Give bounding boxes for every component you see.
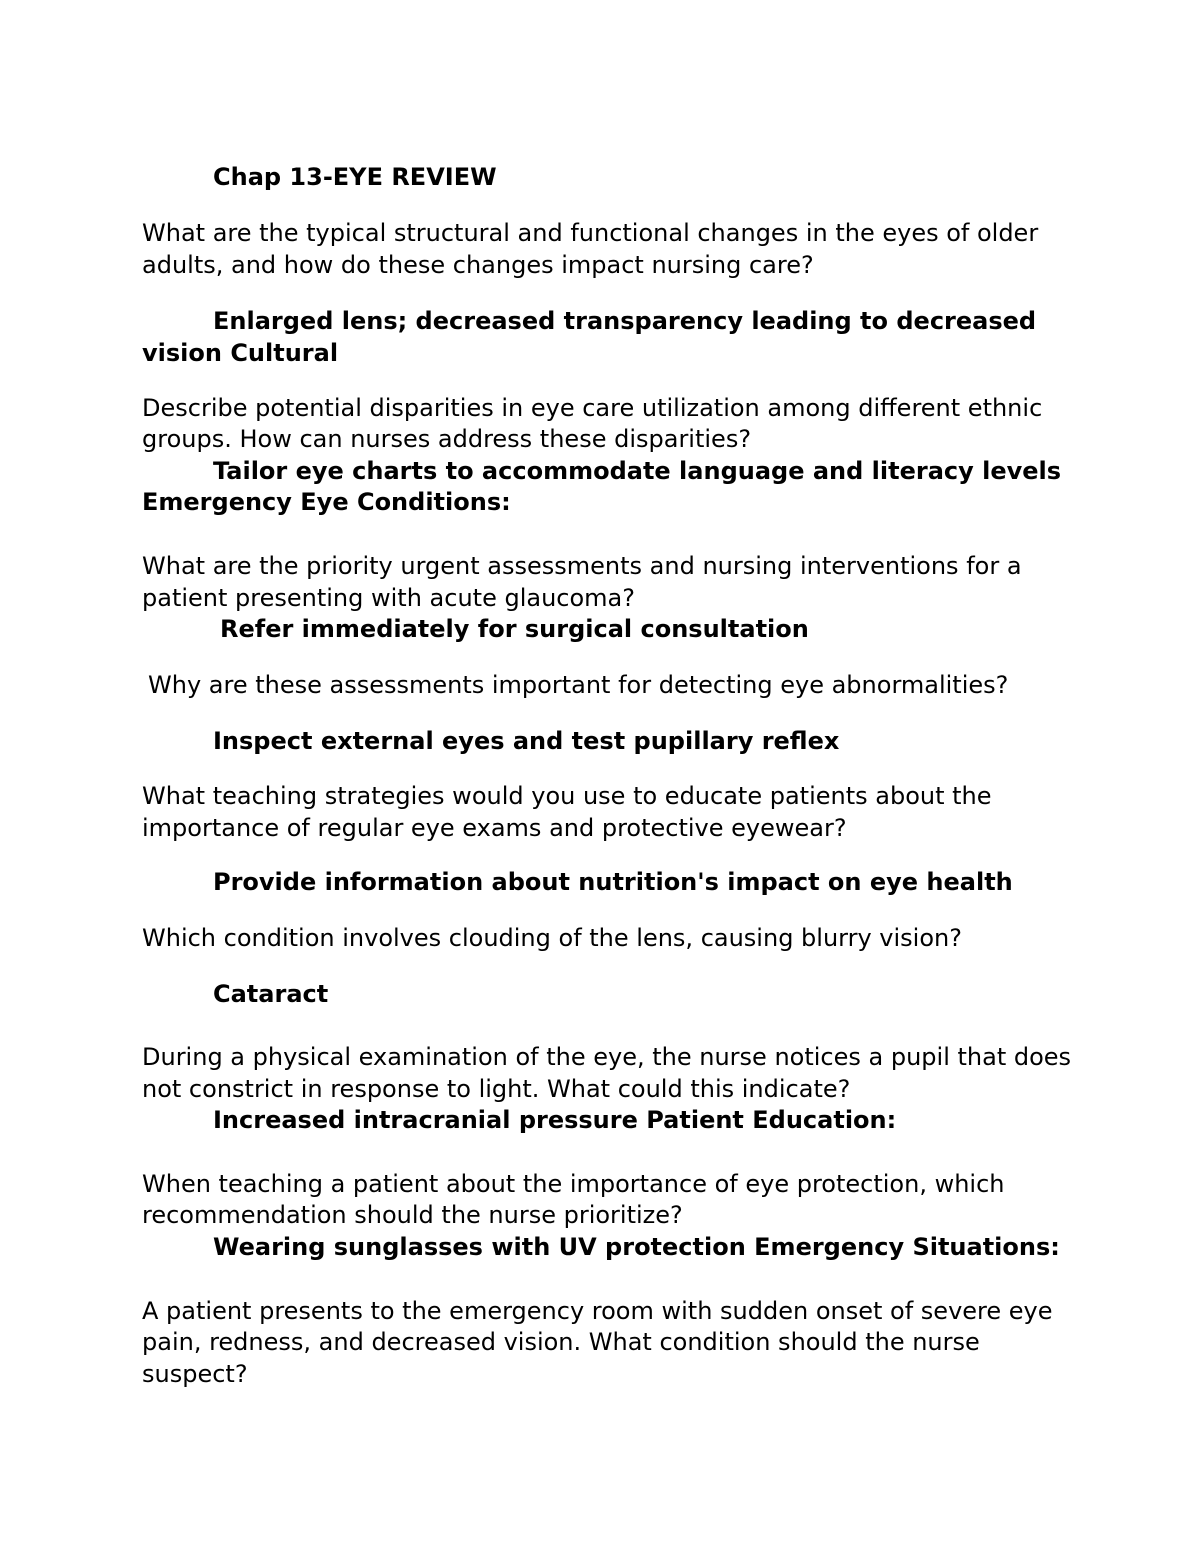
question-1-line-2: adults, and how do these changes impact nursing care? (142, 251, 814, 279)
answer-6: Cataract (213, 980, 329, 1008)
question-8-line-2: recommendation should the nurse prioritize? (142, 1201, 683, 1229)
question-4: Why are these assessments important for detecting eye abnormalities? (148, 671, 1009, 699)
question-9-line-1: A patient presents to the emergency room with sudden onset of severe eye (142, 1297, 1053, 1325)
question-3-line-1: What are the priority urgent assessments and nursing interventions for a (142, 552, 1022, 580)
question-5-line-2: importance of regular eye exams and protective eyewear? (142, 814, 847, 842)
answer-5: Provide information about nutrition's impact on eye health (213, 868, 1013, 896)
question-2-line-1: Describe potential disparities in eye care utilization among different ethnic (142, 394, 1043, 422)
question-5-line-1: What teaching strategies would you use to educate patients about the (142, 782, 992, 810)
answer-3: Refer immediately for surgical consultation (220, 615, 809, 643)
question-9-line-3: suspect? (142, 1360, 248, 1388)
question-7-line-2: not constrict in response to light. What could this indicate? (142, 1075, 851, 1103)
answer-2-line-1: Tailor eye charts to accommodate language and literacy levels (213, 457, 1062, 485)
answer-4: Inspect external eyes and test pupillary reflex (213, 727, 840, 755)
question-1-line-1: What are the typical structural and functional changes in the eyes of older (142, 219, 1039, 247)
question-8-line-1: When teaching a patient about the importance of eye protection, which (142, 1170, 1005, 1198)
question-7-line-1: During a physical examination of the eye, the nurse notices a pupil that does (142, 1043, 1072, 1071)
answer-1-line-1: Enlarged lens; decreased transparency leading to decreased (213, 307, 1037, 335)
question-2-line-2: groups. How can nurses address these disparities? (142, 425, 752, 453)
answer-2-line-2: Emergency Eye Conditions: (142, 488, 511, 516)
document-title: Chap 13-EYE REVIEW (213, 163, 497, 191)
question-6: Which condition involves clouding of the lens, causing blurry vision? (142, 924, 962, 952)
answer-8: Wearing sunglasses with UV protection Emergency Situations: (213, 1233, 1060, 1261)
question-3-line-2: patient presenting with acute glaucoma? (142, 584, 635, 612)
question-9-line-2: pain, redness, and decreased vision. What condition should the nurse (142, 1328, 980, 1356)
answer-7: Increased intracranial pressure Patient Education: (213, 1106, 897, 1134)
answer-1-line-2: vision Cultural (142, 339, 339, 367)
